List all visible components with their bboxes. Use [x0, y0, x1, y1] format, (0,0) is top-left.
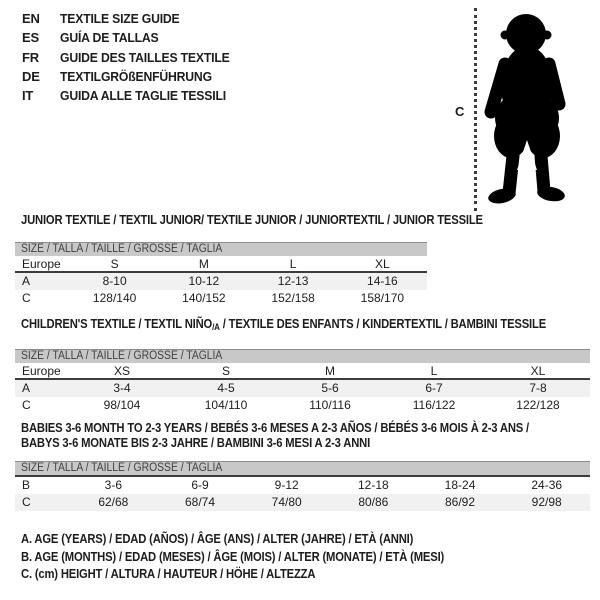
junior-table-section: [15, 213, 483, 307]
childrens-table-title-text: [21, 317, 546, 335]
table-cell: 14-16: [367, 274, 398, 288]
table-cell: 104/110: [204, 398, 248, 412]
table-cell: 10-12: [188, 274, 220, 288]
table-cell: 74/80: [271, 495, 302, 509]
table-cell: 3-6: [104, 478, 122, 492]
row-label: C: [22, 495, 31, 509]
language-title: [60, 9, 187, 28]
row-label: C: [22, 398, 31, 412]
table-cell: 122/128: [516, 398, 560, 412]
table-cell: 18-24: [444, 478, 476, 492]
language-title-text: GUIDA ALLE TAGLIE TESSILI: [60, 88, 226, 104]
language-title: [60, 48, 240, 67]
title-part: CHILDREN'S TEXTILE / TEXTIL NIÑO: [21, 317, 213, 331]
title-part: / TEXTILE DES ENFANTS / KINDERTEXTIL / BAMBINI TESSILE: [219, 317, 547, 331]
language-title-text: GUIDE DES TAILLES TEXTILE: [60, 49, 230, 65]
childrens-table-title: [15, 317, 590, 335]
language-title: [60, 86, 237, 105]
height-measure-dashed-line: [474, 8, 477, 211]
baby-silhouette-icon: [484, 8, 572, 208]
table-cell: 128/140: [92, 291, 137, 305]
footnote-c: [21, 566, 491, 584]
table-cell: 152/158: [271, 291, 315, 305]
footnote-text: C. (cm) HEIGHT / ALTURA / HAUTEUR / HÖHE / ALTEZZA: [21, 567, 316, 582]
footnote-b: [21, 549, 491, 567]
table-cell: 116/122: [412, 398, 456, 412]
row-label: Europe: [22, 364, 61, 378]
babies-table-section: [15, 421, 590, 511]
table-cell: XS: [113, 364, 130, 378]
table-cell: 8-10: [102, 274, 127, 288]
junior-table-title: [15, 213, 483, 228]
babies-table-title-text: BABIES 3-6 MONTH TO 2-3 YEARS / BEBÉS 3-6 MESES A 2-3 AÑOS / BÉBÉS 3-6 MOIS À 2-3 ANS /: [21, 421, 530, 435]
language-title-text: TEXTILGRÖßENFÜHRUNG: [60, 68, 212, 84]
table-cell: M: [325, 364, 335, 378]
size-header-text: SIZE / TALLA / TAILLE / GRÖSSE / TAGLIA: [21, 243, 223, 255]
table-row-height: [15, 290, 427, 307]
table-cell: 158/170: [360, 291, 405, 305]
table-row-age: [15, 273, 427, 290]
footnote-legend: [21, 531, 491, 584]
table-row-height: [15, 397, 590, 414]
row-label: A: [22, 381, 31, 395]
table-cell: 7-8: [529, 381, 547, 395]
table-cell: 68/74: [184, 495, 216, 509]
language-title-text: TEXTILE SIZE GUIDE: [60, 11, 180, 26]
table-cell: L: [430, 364, 438, 378]
table-row-age-months: [15, 477, 590, 494]
size-header-text: SIZE / TALLA / TAILLE / GRÖSSE / TAGLIA: [21, 462, 223, 474]
table-row-europe: [15, 256, 427, 273]
height-measure-label: C: [455, 104, 465, 119]
language-title: [60, 28, 165, 47]
table-cell: 12-18: [358, 478, 389, 492]
junior-table-title-text: JUNIOR TEXTILE / TEXTIL JUNIOR/ TEXTILE JUNIOR / JUNIORTEXTIL / JUNIOR TESSILE: [21, 213, 483, 227]
size-header-text: SIZE / TALLA / TAILLE / GRÖSSE / TAGLIA: [21, 350, 223, 362]
row-label: A: [22, 274, 31, 288]
row-label: B: [22, 478, 31, 492]
table-cell: 86/92: [445, 495, 476, 509]
babies-table-title-line2: [15, 436, 590, 451]
table-cell: 3-4: [113, 381, 131, 395]
table-cell: 62/68: [98, 495, 129, 509]
table-row-height: [15, 494, 590, 511]
language-code: EN: [22, 11, 40, 26]
table-cell: M: [198, 257, 209, 271]
row-label: C: [22, 291, 31, 305]
table-cell: 98/104: [103, 398, 141, 412]
table-cell: S: [110, 257, 119, 271]
table-cell: 5-6: [321, 381, 339, 395]
table-cell: 110/116: [309, 398, 351, 412]
table-cell: 6-7: [425, 381, 443, 395]
table-cell: 24-36: [531, 478, 563, 492]
language-list: [22, 9, 240, 105]
language-row: [22, 67, 240, 86]
language-code: DE: [22, 68, 40, 84]
language-title: [60, 67, 222, 86]
footnote-text: A. AGE (YEARS) / EDAD (AÑOS) / ÂGE (ANS) / ALTER (JAHRE) / ETÀ (ANNI): [21, 532, 414, 546]
table-cell: 140/152: [182, 291, 226, 305]
footnote-text: B. AGE (MONTHS) / EDAD (MESES) / ÂGE (MOIS) / ALTER (MONATE) / ETÀ (MESI): [21, 549, 445, 564]
language-title-text: GUÍA DE TALLAS: [60, 30, 159, 46]
babies-table-title-text: BABYS 3-6 MONATE BIS 2-3 JAHRE / BAMBINI 3-6 MESI A 2-3 ANNI: [21, 436, 371, 450]
table-cell: 92/98: [531, 495, 562, 509]
table-cell: S: [221, 364, 230, 378]
language-code: ES: [22, 30, 39, 46]
table-cell: 80/86: [358, 495, 389, 509]
language-code: FR: [22, 49, 39, 65]
language-code: IT: [22, 88, 34, 104]
table-cell: 4-5: [217, 381, 235, 395]
size-header-bar: [15, 461, 590, 477]
table-cell: 6-9: [191, 478, 209, 492]
childrens-table-section: [15, 317, 590, 414]
size-header-bar: [15, 349, 590, 363]
table-cell: 9-12: [274, 478, 299, 492]
title-subscript: /A: [212, 322, 220, 332]
table-row-europe: [15, 363, 590, 380]
language-row: [22, 9, 240, 28]
language-row: [22, 28, 240, 47]
table-cell: 12-13: [277, 274, 309, 288]
table-cell: XL: [530, 364, 546, 378]
table-row-age: [15, 380, 590, 397]
language-row: [22, 86, 240, 105]
babies-table-title-line1: [15, 421, 590, 436]
size-header-bar: [15, 242, 427, 256]
table-cell: L: [289, 257, 297, 271]
language-row: [22, 48, 240, 67]
row-label: Europe: [22, 257, 61, 271]
table-cell: XL: [375, 257, 390, 271]
footnote-a: [21, 531, 491, 549]
